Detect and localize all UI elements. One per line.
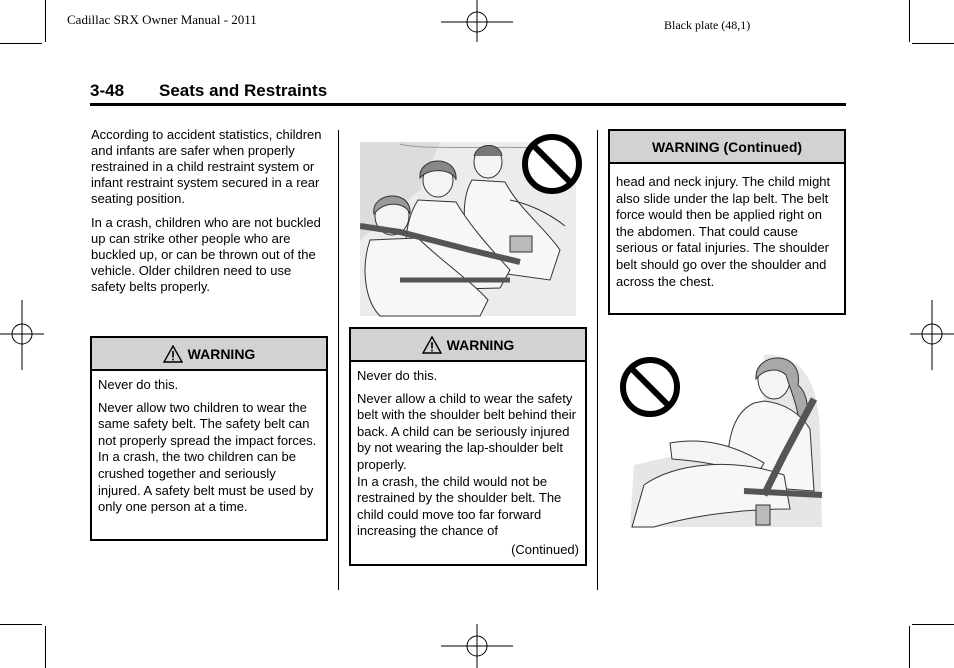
continued-label: (Continued) xyxy=(511,541,579,557)
crop-mark xyxy=(912,43,954,44)
intro-text xyxy=(91,127,326,303)
section-heading xyxy=(90,81,846,106)
warning-text: head and neck injury. The child might also slide under the lap belt. The belt force would then be applied right on the abdomen. That could cause serious or fatal injuries. The shoulder belt should go over the shoulder and across the chest. xyxy=(616,174,831,289)
warning-text: Never allow a child to wear the safety belt with the shoulder belt behind their back. A child can be seriously injured by not wearing the lap-shoulder belt properly. xyxy=(357,390,576,472)
registration-mark-icon xyxy=(441,0,515,44)
crop-mark xyxy=(909,626,910,668)
belt-behind-back-illustration xyxy=(614,345,829,530)
warning-box xyxy=(349,327,587,566)
paragraph: According to accident statistics, children and infants are safer when properly restrained in a child restraint system or infant restraint system secured in a rear seating position. xyxy=(91,127,322,206)
warning-text: Never allow two children to wear the same safety belt. The safety belt can not properly spread the impact forces. In a crash, the two children can be crushed together and seriously injured. A safety belt must be used by only one person at a time. xyxy=(98,399,317,515)
registration-mark-icon xyxy=(0,300,44,370)
warning-body xyxy=(610,164,844,290)
children-sharing-belt-illustration xyxy=(360,130,585,320)
warning-body xyxy=(351,362,585,559)
prohibition-symbol-icon xyxy=(623,360,677,414)
warning-box xyxy=(608,129,846,315)
registration-mark-icon xyxy=(910,300,954,370)
column-divider xyxy=(338,130,339,590)
prohibition-symbol-icon xyxy=(525,137,579,191)
warning-text: Never do this. xyxy=(98,377,179,392)
warning-title: WARNING xyxy=(187,345,256,362)
registration-mark-icon xyxy=(441,624,515,668)
crop-mark xyxy=(0,624,42,625)
plate-label: Black plate (48,1) xyxy=(664,18,751,32)
column-divider xyxy=(597,130,598,590)
warning-text: In a crash, the child would not be restrained by the shoulder belt. The child could move too far forward increasing the chance of xyxy=(357,473,562,539)
paragraph: In a crash, children who are not buckled up can strike other people who are buckled up, or can be thrown out of the vehicle. Older children need to use safety belts properly. xyxy=(91,215,321,294)
warning-header xyxy=(351,329,585,362)
crop-mark xyxy=(912,624,954,625)
section-title: Seats and Restraints xyxy=(159,81,328,100)
crop-mark xyxy=(45,626,46,668)
crop-mark xyxy=(45,0,46,42)
warning-header xyxy=(610,131,844,164)
warning-title: WARNING (Continued) xyxy=(651,138,803,155)
crop-mark xyxy=(909,0,910,42)
warning-triangle-icon xyxy=(422,336,442,354)
page-number: 3-48 xyxy=(90,81,125,100)
crop-mark xyxy=(0,43,42,44)
warning-title: WARNING xyxy=(446,336,515,353)
manual-title: Cadillac SRX Owner Manual - 2011 xyxy=(67,12,257,27)
warning-text: Never do this. xyxy=(357,368,438,383)
warning-triangle-icon xyxy=(163,345,183,363)
warning-body xyxy=(92,371,326,516)
warning-box xyxy=(90,336,328,541)
warning-header xyxy=(92,338,326,371)
